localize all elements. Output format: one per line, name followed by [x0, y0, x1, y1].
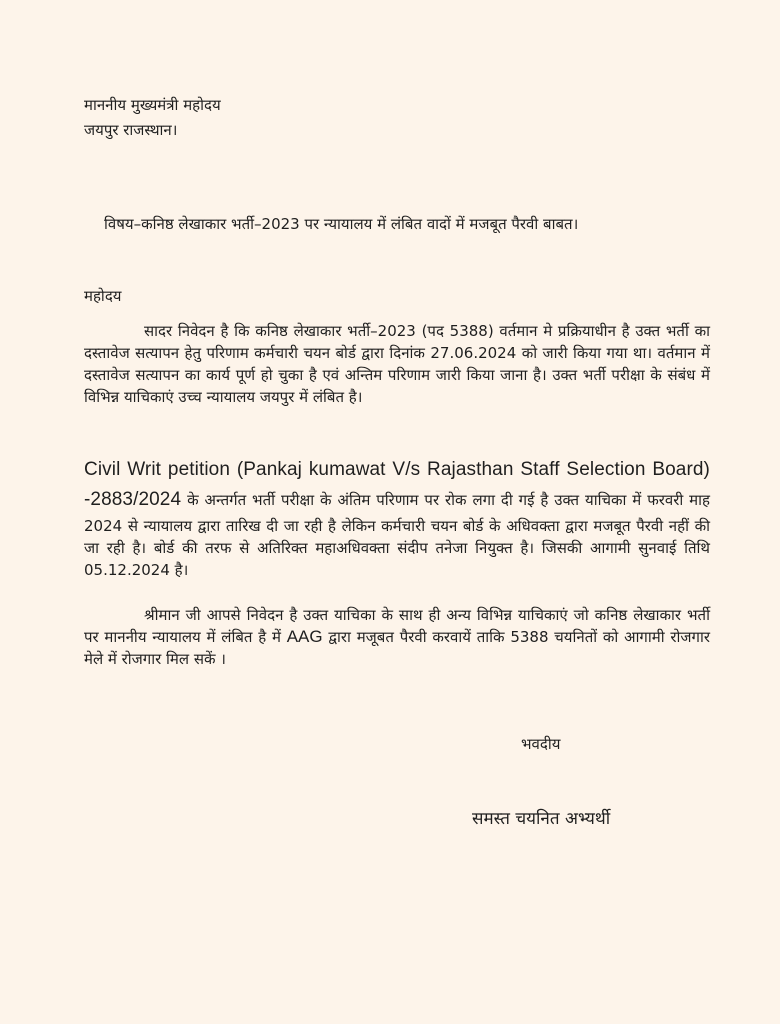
paragraph-2 — [84, 455, 710, 581]
aag-abbreviation: AAG — [286, 627, 323, 646]
recipient-line-1: माननीय मुख्यमंत्री महोदय — [84, 96, 221, 114]
salutation: महोदय — [84, 287, 122, 305]
paragraph-1-text: सादर निवेदन है कि कनिष्ठ लेखाकार भर्ती–2023 (पद 5388) वर्तमान मे प्रक्रियाधीन है उक्त भर्ती का दस्तावेज सत्यापन हेतु परिणाम कर्मचारी चयन बोर्ड द्वारा दिनांक 27.06.2024 को जारी किया गया था। वर्तमान में दस्तावेज सत्यापन का कार्य पूर्ण हो चुका है एवं अन्तिम परिणाम जारी किया जाना है। उक्त भर्ती परीक्षा के संबंध में विभिन्न याचिकाएं उच्च न्यायालय जयपुर में लंबित है। — [84, 322, 710, 406]
closing: भवदीय — [521, 735, 561, 753]
writ-petition-reference: Civil Writ petition (Pankaj kumawat V/s Rajasthan Staff Selection Board) -2883/2024 — [84, 459, 710, 510]
paragraph-2-text: के अन्तर्गत भर्ती परीक्षा के अंतिम परिणाम पर रोक लगा दी गई है उक्त याचिका में फरवरी माह 2024 से न्यायालय द्वारा तारिख दी जा रही है लेकिन कर्मचारी चयन बोर्ड के अधिवक्ता द्वारा मजबूत पैरवी नहीं की जा रही है। बोर्ड की तरफ से अतिरिक्त महाअधिवक्ता संदीप तनेजा नियुक्त है। जिसकी आगामी सुनवाई तिथि 05.12.2024 है। — [84, 491, 710, 579]
paragraph-3-text-b: द्वारा मजूबत पैरवी करवायें ताकि 5388 चयनितों को आगामी रोजगार मेले में रोजगार मिल सकें । — [84, 628, 710, 668]
recipient-address — [84, 93, 221, 143]
paragraph-1 — [84, 320, 710, 408]
signature: समस्त चयनित अभ्यर्थी — [472, 809, 611, 829]
paragraph-3-text-a: श्रीमान जी आपसे निवेदन है उक्त याचिका के साथ ही अन्य विभिन्न याचिकाएं जो कनिष्ठ लेखाकार भर्ती पर माननीय न्यायालय में लंबित है में — [84, 606, 710, 646]
subject-line: विषय–कनिष्ठ लेखाकार भर्ती–2023 पर न्यायालय में लंबित वादों में मजबूत पैरवी बाबत। — [104, 215, 579, 233]
recipient-line-2: जयपुर राजस्थान। — [84, 121, 178, 139]
paragraph-3 — [84, 604, 710, 670]
